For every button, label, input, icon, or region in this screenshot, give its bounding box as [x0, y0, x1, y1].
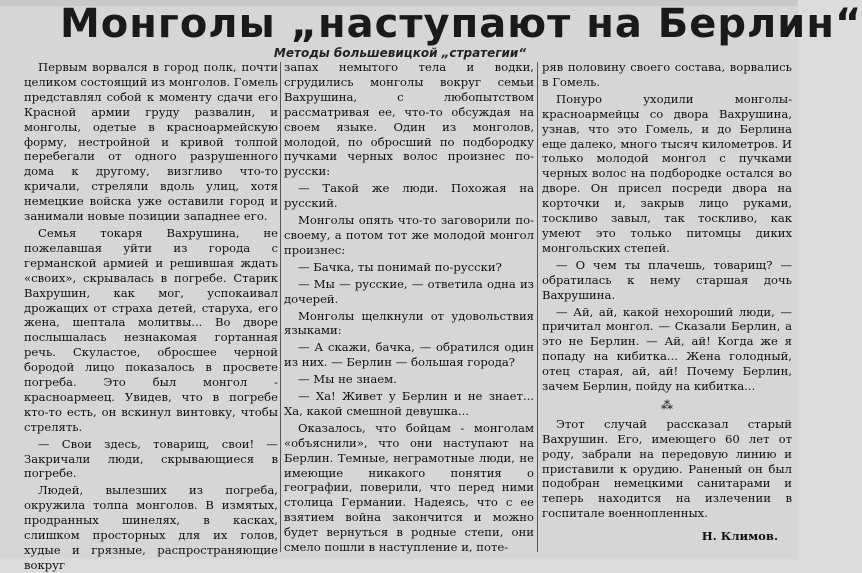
column-divider: [537, 62, 538, 552]
text-column-1: [24, 60, 278, 572]
paragraph: — Бачка, ты понимай по-русски?: [298, 259, 502, 274]
paragraph: ряв половину своего состава, ворвались в Гомель.: [542, 60, 792, 89]
paragraph: — Мы — русские, — ответила одна из дочерей.: [284, 276, 534, 306]
paragraph: — Ай, ай, какой нехороший люди, — причитал монгол. — Сказали Берлин, а это не Берлин. — Ай, ай! Когда же я попаду на кибитка... Жена голодный, отец старая, ай, ай! Почему Берлин, зачем Берлин, пойду на кибитка...: [542, 304, 792, 394]
paragraph: — Свои здесь, товарищ, свои! — Закричали люди, скрывающиеся в погребе.: [24, 436, 278, 481]
column-divider: [280, 62, 281, 552]
paragraph: — Ха! Живет у Берлин и не знает... Ха, какой смешной девушка...: [284, 389, 534, 418]
paragraph: Оказалось, что бойцам - монголам «объяснили», что они наступают на Берлин. Темные, неграмотные люди, не имеющие никакого понятия о географии, поверили, что перед ними столица Германии. Надеясь, что с ее взятием война закончится и можно будет вернуться в родные степи, они смело пошли в наступление и, поте-: [284, 420, 534, 555]
paragraph: — А скажи, бачка, — обратился один из них. — Берлин — большая города?: [284, 340, 534, 370]
author-signature: Н. Климов.: [701, 529, 778, 544]
paragraph: запах немытого тела и водки, сгрудились монголы вокруг семьи Вахрушина, с любопытством рассматривая ее, что-то обсуждая на своем языке. Один из монголов, молодой, по обросший по подбородку пучками черных волос произнес по-русски:: [284, 60, 534, 179]
paragraph: Людей, вылезших из погреба, окружила толпа монголов. В измятых, продранных шинелях, в касках, слишком просторных для их голов, худые и грязные, распространяющие вокруг: [24, 483, 278, 572]
paragraph: Монголы щелкнули от удовольствия языками:: [284, 308, 534, 338]
section-separator-asterism: ⁂: [661, 397, 673, 412]
paragraph: Монголы опять что-то заговорили по-своему, а потом тот же молодой монгол произнес:: [284, 213, 534, 257]
paragraph: Понуро уходили монголы-красноармейцы со двора Вахрушина, узнав, что это Гомель, и до Берлина еще далеко, много тысяч километров. И только молодой монгол с пучками черных волос на подбородке остался во дворе. Он присел посреди двора на корточки и, закрыв лицо руками, тоскливо завыл, так тоскливо, как умеют это только питомцы диких монгольских степей.: [542, 91, 792, 255]
text-column-2: [284, 60, 534, 559]
article-headline: Монголы „наступают на Берлин“: [60, 1, 862, 47]
paragraph: Семья токаря Вахрушина, не пожелавшая уйти из города с германской армией и решившая ждать «своих», скрывалась в погребе. Старик Вахрушин, как мог, успокаивал дрожащих от страха детей, старуха, его жена, шептала молитвы... Во дворе послышалась незнакомая гортанная речь. Скуластое, обросшее черной бородой лицо показалось в просвете погреба. Это был монгол - красноармеец. Увидев, что в погребе кто-то есть, он вскинул винтовку, чтобы стрелять.: [24, 225, 278, 434]
paragraph: Этот случай рассказал старый Вахрушин. Его, имеющего 60 лет от роду, забрали на передовую линию и приставили к орудию. Раненый он был подобран немецкими санитарами и теперь находится на излечении в госпитале военнопленных.: [542, 416, 792, 521]
paragraph: — О чем ты плачешь, товарищ? — обратилась к нему старшая дочь Вахрушина.: [542, 257, 792, 302]
paragraph: — Мы не знаем.: [298, 372, 397, 387]
paragraph: Первым ворвался в город полк, почти целиком состоящий из монголов. Гомель представлял собой к моменту сдачи его Красной армии груду развалин, и монголы, одетые в красноармейскую форму, нестройной и кривой толпой перебегали от одного разрушенного дома к другому, визгливо что-то кричали, стреляли вдоль улиц, хотя немецкие войска уже оставили город и занимали новые позиции западнее его.: [24, 60, 278, 224]
article-subheadline: Методы большевицкой „стратегии“: [273, 46, 527, 60]
text-column-3: [542, 60, 792, 559]
paragraph: — Такой же люди. Похожая на русский.: [284, 181, 534, 211]
